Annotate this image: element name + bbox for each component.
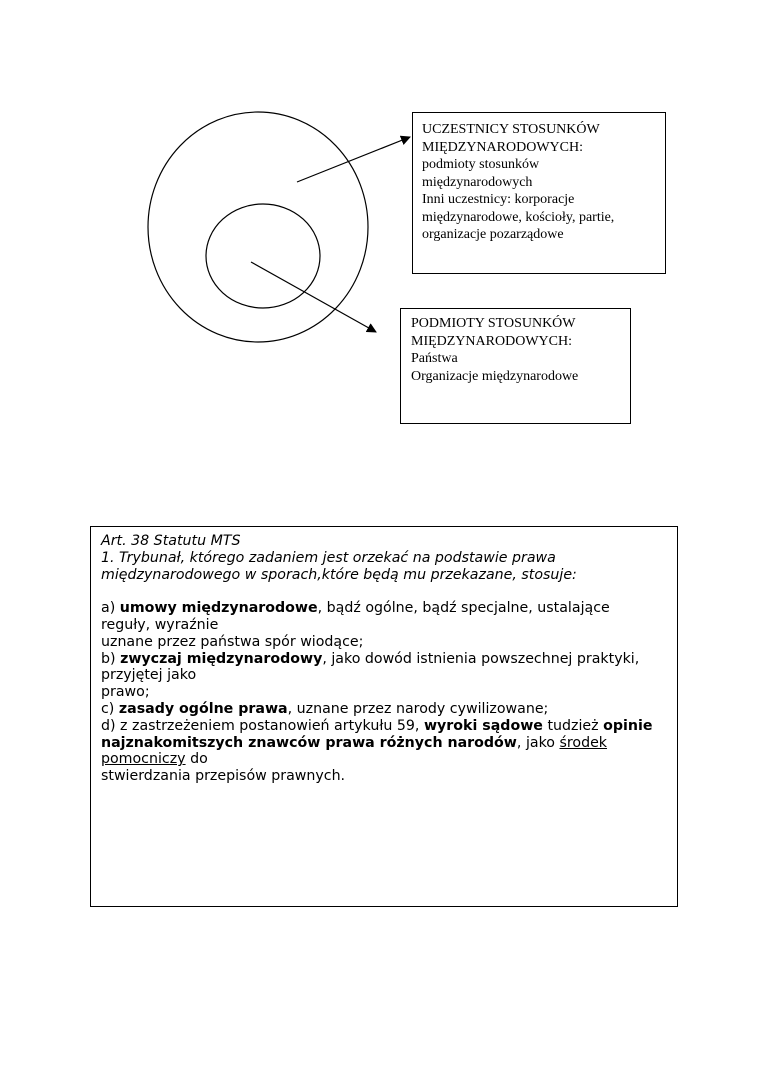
- article-38-box: [90, 526, 678, 907]
- participants-line: MIĘDZYNARODOWYCH:: [422, 139, 583, 155]
- subjects-line: Organizacje międzynarodowe: [411, 368, 579, 384]
- item-b-term: zwyczaj międzynarodowy: [120, 650, 323, 667]
- item-b-prefix: b): [101, 650, 121, 667]
- item-c-term: zasady ogólne prawa: [118, 700, 288, 717]
- blank-line: [101, 583, 667, 600]
- item-d-text: , jako: [516, 734, 560, 751]
- participants-line: podmioty stosunków: [422, 157, 540, 172]
- item-d-term-2: opinie: [603, 717, 653, 734]
- participants-line: międzynarodowe, kościoły, partie,: [422, 209, 615, 225]
- subjects-line: MIĘDZYNARODOWYCH:: [411, 333, 572, 349]
- item-b: [101, 651, 667, 668]
- item-d-underlined: pomocniczy: [101, 751, 186, 768]
- item-b-cont: przyjętej jako: [101, 667, 197, 684]
- item-a: [101, 600, 667, 617]
- item-d-cont: stwierdzania przepisów prawnych.: [101, 768, 346, 785]
- item-c-text: , uznane przez narody cywilizowane;: [287, 700, 549, 717]
- item-d-term-3: najznakomitszych znawców prawa różnych narodów: [101, 734, 517, 751]
- item-c: [101, 701, 667, 718]
- item-b-cont: prawo;: [101, 684, 150, 701]
- participants-line: międzynarodowych: [422, 174, 533, 190]
- arrow-to-participants-box: [297, 137, 410, 182]
- item-d-text: do: [185, 751, 208, 768]
- participants-box: [412, 112, 666, 274]
- item-d-cont: [101, 735, 667, 752]
- item-d-underlined: środek: [559, 734, 608, 751]
- item-a-text: , bądź ogólne, bądź specjalne, ustalające: [317, 600, 610, 617]
- item-a-term: umowy międzynarodowe: [119, 600, 318, 617]
- subjects-line: PODMIOTY STOSUNKÓW: [411, 316, 576, 331]
- item-d-mid: tudzież: [542, 717, 604, 734]
- item-d: [101, 718, 667, 735]
- participants-line: UCZESTNICY STOSUNKÓW: [422, 122, 600, 137]
- item-d-cont: [101, 751, 667, 768]
- item-d-term-1: wyroki sądowe: [423, 717, 543, 734]
- participants-line: organizacje pozarządowe: [422, 227, 564, 242]
- item-c-prefix: c): [101, 700, 119, 717]
- item-a-cont: uznane przez państwa spór wiodące;: [101, 633, 364, 650]
- subjects-line: Państwa: [411, 351, 458, 366]
- item-b-text: , jako dowód istnienia powszechnej praktyki,: [322, 650, 640, 667]
- item-a-cont: reguły, wyraźnie: [101, 616, 219, 633]
- item-d-prefix: d) z zastrzeżeniem postanowień artykułu 59,: [101, 717, 424, 734]
- participants-line: Inni uczestnicy: korporacje: [422, 192, 575, 207]
- article-intro-line: 1. Trybunał, którego zadaniem jest orzekać na podstawie prawa: [101, 549, 556, 566]
- article-intro-line: międzynarodowego w sporach,które będą mu przekazane, stosuje:: [101, 566, 577, 583]
- subjects-box: [400, 308, 631, 424]
- article-title: Art. 38 Statutu MTS: [101, 533, 241, 549]
- inner-circle-subjects: [206, 204, 320, 308]
- arrow-to-subjects-box: [251, 262, 376, 332]
- item-a-prefix: a): [101, 600, 120, 617]
